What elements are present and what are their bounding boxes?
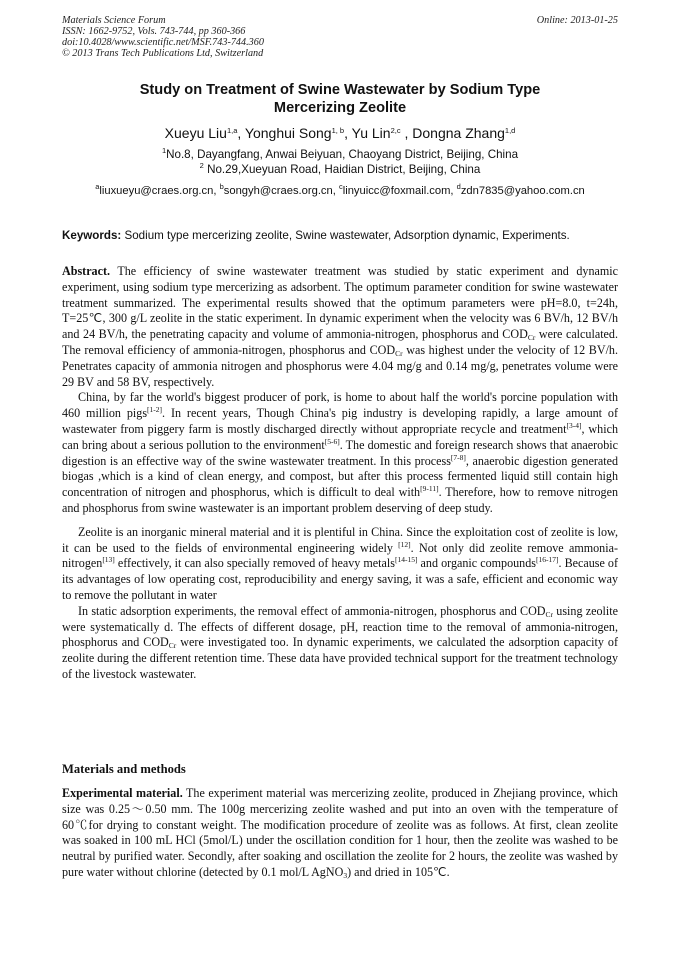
zeolite-paragraph bbox=[62, 525, 618, 604]
author-sep: , bbox=[237, 125, 245, 141]
methods-body bbox=[62, 786, 618, 881]
affiliation-sup: 2 bbox=[199, 161, 204, 170]
author-name: Xueyu Liu bbox=[164, 125, 227, 141]
email-text: linyuicc@foxmail.com, bbox=[342, 185, 457, 197]
citation: [14-15] bbox=[394, 555, 418, 565]
paragraph-text: , anaerobic digestion generated biogas ,which is a kind of clean energy, and compost, but after this process fermented liquid still contain high concentration of nitrogen and phosphorus, which is difficult to deal with bbox=[62, 453, 618, 500]
online-date: Online: 2013-01-25 bbox=[536, 15, 618, 26]
keywords-label: Keywords: bbox=[62, 229, 122, 242]
journal-header bbox=[62, 15, 618, 59]
copyright-line: © 2013 Trans Tech Publications Ltd, Switzerland bbox=[62, 48, 264, 59]
abstract-text: The efficiency of swine wastewater treatment was studied by static experiment and dynamic experiment, using sodium type mercerizing as adsorbent. The optimum parameter condition for swine wastewater treatment summarized. The experimental results showed that the optimum parameters were pH=8.0, t=24h, T=25℃, 300 g/L zeolite in the static experiment. In dynamic experiment when the velocity was 6 BV/h, 12 BV/h and 24 BV/h, the penetrating capacity and volume of ammonia-nitrogen, phosphorus and COD bbox=[62, 264, 618, 342]
email-sup: a bbox=[95, 182, 100, 191]
author-name: Yonghui Song bbox=[244, 125, 332, 141]
paragraph-text: were investigated too. In dynamic experiments, we calculated the adsorption capacity of zeolite during the different retention time. These data have provided technical support for the treatment technology of the livestock wastewater. bbox=[62, 635, 619, 681]
author-sup: 1, b bbox=[331, 126, 345, 135]
paragraph-text: and organic compounds bbox=[417, 556, 536, 571]
abstract-text: was highest under the velocity of 12 BV/h. Penetrates capacity of ammonia nitrogen and phosphorus were 4.04 mg/g and 0.14 mg/g, penetrates volume were 29 BV and 58 BV, respectively. bbox=[62, 342, 618, 389]
email-sup: b bbox=[219, 182, 224, 191]
methods-label: Experimental material. bbox=[62, 786, 183, 800]
paragraph-text: The experiment material was mercerizing zeolite, produced in Zhejiang province, which size was 0.25～0.50 mm. The 100g mercerizing zeolite washed and put into an oven with the temperature of 60℃for drying to constant weight. The modification procedure of zeolite was as follows. At first, clean zeolite was soaked in 100 mL HCl (5mol/L) under the oscillation condition for 1 hour, then the zeolite was washed to be neutral by purified water. Secondly, after soaking and oscillation the zeolite for 2 hours, the zeolite was washed by pure water without chlorine (detected by 0.1 mol/L AgNO bbox=[62, 786, 618, 879]
citation: [12] bbox=[398, 539, 411, 549]
citation: [7-8] bbox=[450, 452, 466, 462]
author-sep: , bbox=[400, 125, 413, 141]
paragraph-text: . The domestic and foreign research shows that anaerobic digestion is an effective way of the swine wastewater treatment. In this process bbox=[62, 437, 618, 468]
citation: [16-17] bbox=[535, 555, 559, 565]
affiliation-2 bbox=[62, 163, 618, 177]
affiliation-sup: 1 bbox=[161, 146, 167, 155]
citation: [9-11] bbox=[420, 484, 439, 494]
affiliation-1 bbox=[62, 148, 618, 162]
subscript: Cr bbox=[168, 641, 177, 651]
citation: [3-4] bbox=[566, 420, 582, 430]
affiliation-text: No.29,Xueyuan Road, Haidian District, Beijing, China bbox=[203, 163, 481, 176]
paragraph-text: using zeolite were systematically d. The effects of different dosage, pH, reaction time to the removal of ammonia-nitrogen, phosphorus and COD bbox=[62, 603, 619, 650]
section-heading: Materials and methods bbox=[62, 762, 186, 776]
author-sep: , bbox=[344, 125, 352, 141]
issn-line: ISSN: 1662-9752, Vols. 743-744, pp 360-366 bbox=[62, 26, 246, 37]
journal-name: Materials Science Forum bbox=[62, 15, 166, 26]
citation: [1-2] bbox=[147, 405, 163, 415]
email-sup: d bbox=[456, 182, 461, 191]
paragraph-text: . Therefore, how to remove nitrogen and phosphorus from swine wastewater is an important problem deserving of deep study. bbox=[62, 485, 618, 515]
subscript: Cr bbox=[527, 333, 536, 343]
author-name: Yu Lin bbox=[351, 125, 391, 141]
paragraph-text: . In recent years, Though China's pig industry is developing rapidly, a large amount of wastewater from piggery farm is mostly discharged directly without appropriate recycle and treatment bbox=[62, 406, 618, 436]
affiliation-text: No.8, Dayangfang, Anwai Beiyuan, Chaoyang District, Beijing, China bbox=[166, 148, 519, 161]
static-paragraph bbox=[62, 604, 618, 683]
author-sup: 1,a bbox=[226, 126, 238, 135]
author-list bbox=[62, 124, 618, 142]
intro-paragraph bbox=[62, 390, 618, 516]
paragraph-text: ) and dried in 105℃. bbox=[347, 864, 450, 879]
abstract-text: were calculated. The removal efficiency of ammonia-nitrogen, phosphorus and COD bbox=[62, 327, 618, 357]
citation: [13] bbox=[102, 555, 115, 565]
email-sup: c bbox=[338, 182, 343, 191]
abstract-paragraph bbox=[62, 264, 618, 390]
paragraph-text: effectively, it can also specially removed of heavy metals bbox=[114, 556, 395, 571]
author-name: Dongna Zhang bbox=[412, 125, 505, 141]
methods-paragraph bbox=[62, 786, 618, 881]
paragraph-text: . Not only did zeolite remove ammonia-nitrogen bbox=[62, 540, 618, 571]
paragraph-text: In static adsorption experiments, the removal effect of ammonia-nitrogen, phosphorus and COD bbox=[78, 603, 546, 618]
author-sup: 1,d bbox=[504, 126, 516, 135]
email-text: songyh@craes.org.cn, bbox=[223, 185, 339, 197]
email-text: zdn7835@yahoo.com.cn bbox=[460, 185, 585, 197]
keywords-text: Sodium type mercerizing zeolite, Swine wastewater, Adsorption dynamic, Experiments. bbox=[121, 229, 570, 242]
subscript: Cr bbox=[395, 348, 403, 358]
paragraph-text: China, by far the world's biggest producer of pork, is home to about half the world's porcine population with 460 million pigs bbox=[62, 390, 618, 421]
email-text: liuxueyu@craes.org.cn, bbox=[99, 185, 220, 197]
abstract-label: Abstract. bbox=[62, 264, 111, 278]
body-text bbox=[62, 264, 618, 683]
subscript: Cr bbox=[545, 609, 554, 619]
paragraph-text: . Because of its advantages of low operating cost, reproducibility and energy saving, it was a safe, efficient and economic way to remove the pollutant in water bbox=[62, 556, 619, 602]
author-sup: 2,c bbox=[390, 126, 401, 135]
keywords-line bbox=[62, 229, 618, 243]
email-line bbox=[62, 184, 618, 198]
title-line-1: Study on Treatment of Swine Wastewater by Sodium Type bbox=[139, 82, 541, 98]
paragraph-text: , which can bring about a serious pollution to the environment bbox=[62, 421, 618, 452]
paragraph-text: Zeolite is an inorganic mineral material and it is plentiful in China. Since the exploitation cost of zeolite is low, it can be used to the fields of environmental engineering widely bbox=[62, 524, 618, 555]
subscript: 3 bbox=[343, 870, 348, 880]
paper-title bbox=[62, 81, 618, 117]
doi-line: doi:10.4028/www.scientific.net/MSF.743-744.360 bbox=[62, 37, 264, 48]
title-line-2: Mercerizing Zeolite bbox=[273, 100, 407, 116]
citation: [5-6] bbox=[324, 436, 340, 446]
